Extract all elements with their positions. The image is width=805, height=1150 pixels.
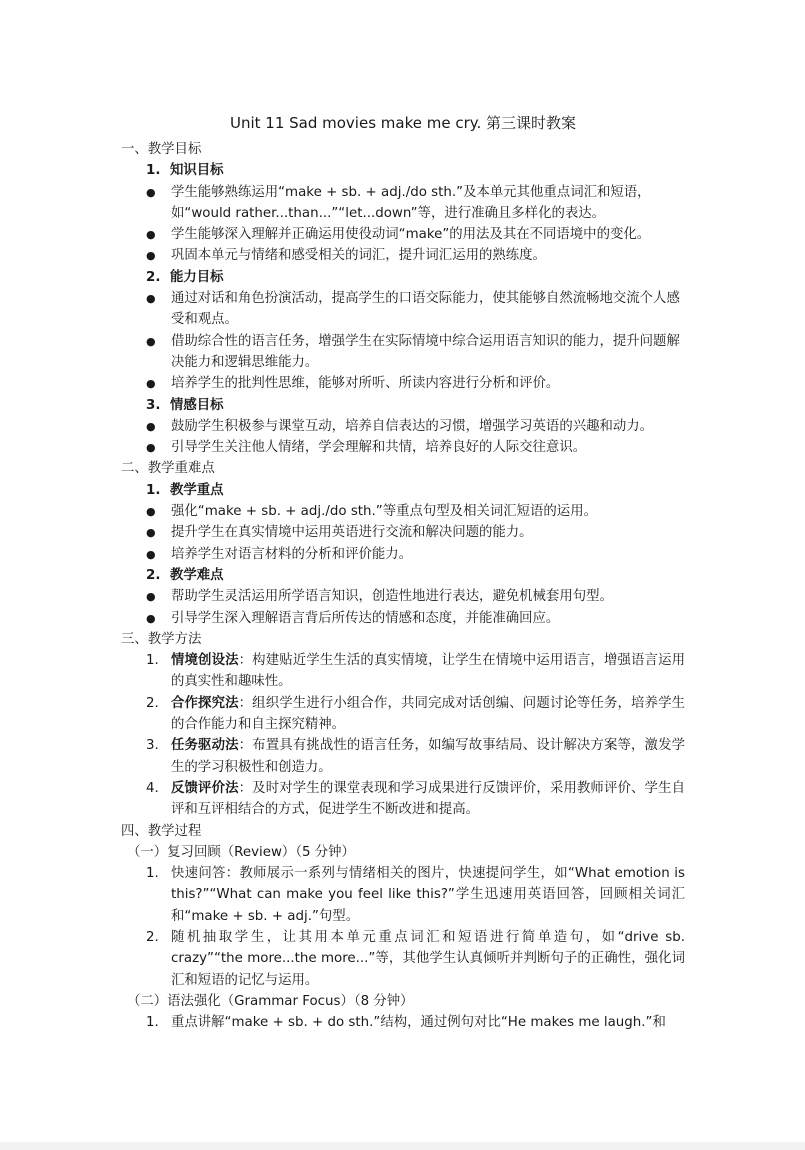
step-item bbox=[121, 863, 685, 927]
subheading-number: 3. bbox=[146, 397, 161, 413]
list-item: ● 强化“make + sb. + adj./do sth.”等重点句型及相关词汇短语的运用。 bbox=[121, 501, 685, 522]
method-description: ：布置具有挑战性的语言任务，如编写故事结局、设计解决方案等，激发学生的学习积极性和创造力。 bbox=[171, 738, 686, 775]
bullet-icon: ● bbox=[146, 249, 156, 263]
subheading-number: 1. bbox=[146, 482, 161, 498]
section-heading: 三、教学方法 bbox=[121, 631, 202, 647]
bullet-icon: ● bbox=[146, 505, 156, 519]
bullet-icon: ● bbox=[146, 334, 156, 348]
item-number: 2. bbox=[146, 929, 159, 945]
list-item: ● 培养学生的批判性思维，能够对所听、所读内容进行分析和评价。 bbox=[121, 373, 685, 394]
subheading-ability bbox=[121, 267, 685, 288]
bullet-icon: ● bbox=[146, 441, 156, 455]
subheading-difficulty bbox=[121, 565, 685, 586]
list-item: ● 引导学生深入理解语言背后所传达的情感和态度，并能准确回应。 bbox=[121, 608, 685, 629]
section-heading: 一、教学目标 bbox=[121, 142, 202, 157]
method-description: ：组织学生进行小组合作，共同完成对话创编、问题讨论等任务，培养学生的合作能力和自主探究精神。 bbox=[171, 695, 686, 733]
item-number: 1. bbox=[146, 866, 159, 882]
subheading-number: 1. bbox=[146, 163, 161, 179]
section-teaching-process bbox=[121, 821, 685, 1034]
list-item: ● 通过对话和角色扮演活动，提高学生的口语交际能力，使其能够自然流畅地交流个人感受和观点。 bbox=[121, 288, 685, 331]
subheading-label: 教学难点 bbox=[170, 567, 224, 583]
method-name: 反馈评价法 bbox=[171, 780, 239, 796]
subheading-focus bbox=[121, 480, 685, 501]
item-number: 1. bbox=[146, 653, 159, 669]
page-bottom-gap bbox=[0, 1142, 805, 1150]
method-description: ：构建贴近学生生活的真实情境，让学生在情境中运用语言，增强语言运用的真实性和趣味性。 bbox=[171, 653, 686, 690]
bullet-icon: ● bbox=[146, 185, 156, 199]
list-item: ● 学生能够深入理解并正确运用使役动词“make”的用法及其在不同语境中的变化。 bbox=[121, 224, 685, 245]
method-name: 情境创设法 bbox=[171, 653, 239, 669]
step-item bbox=[121, 927, 685, 991]
bullet-icon: ● bbox=[146, 419, 156, 433]
method-name: 任务驱动法 bbox=[171, 738, 239, 754]
subheading-label: 能力目标 bbox=[170, 269, 224, 285]
subheading-number: 2. bbox=[146, 269, 161, 285]
subheading-knowledge bbox=[121, 160, 685, 181]
step-text: 随机抽取学生，让其用本单元重点词汇和短语进行简单造句，如“drive sb. crazy”“the more...the more...”等，其他学生认真倾听并判断句子的正确性，强化词汇和短语的记忆与运用。 bbox=[171, 929, 685, 988]
bullet-icon: ● bbox=[146, 547, 156, 561]
bullet-icon: ● bbox=[146, 228, 156, 242]
method-item bbox=[121, 735, 685, 778]
step-item bbox=[121, 1012, 685, 1033]
section-teaching-methods bbox=[121, 629, 685, 821]
subheading-label: 知识目标 bbox=[170, 163, 224, 179]
subheading-number: 2. bbox=[146, 567, 161, 583]
method-item bbox=[121, 650, 685, 693]
bullet-icon: ● bbox=[146, 526, 156, 540]
item-number: 2. bbox=[146, 695, 159, 711]
list-item: ● 培养学生对语言材料的分析和评价能力。 bbox=[121, 544, 685, 565]
item-number: 1. bbox=[146, 1015, 159, 1031]
item-number: 4. bbox=[146, 780, 159, 796]
method-item bbox=[121, 778, 685, 821]
item-number: 3. bbox=[146, 738, 159, 754]
subheading-emotion bbox=[121, 395, 685, 416]
subsection-heading-review: （一）复习回顾（Review）（5 分钟） bbox=[127, 844, 355, 860]
method-item bbox=[121, 693, 685, 736]
list-item: ● 引导学生关注他人情绪，学会理解和共情，培养良好的人际交往意识。 bbox=[121, 437, 685, 458]
bullet-icon: ● bbox=[146, 377, 156, 391]
document-title: Unit 11 Sad movies make me cry. 第三课时教案 bbox=[229, 114, 577, 132]
subsection-heading-grammar: （二）语法强化（Grammar Focus）（8 分钟） bbox=[127, 993, 414, 1009]
list-item: ● 借助综合性的语言任务，增强学生在实际情境中综合运用语言知识的能力，提升问题解决能力和逻辑思维能力。 bbox=[121, 331, 685, 374]
bullet-icon: ● bbox=[146, 292, 156, 306]
method-name: 合作探究法 bbox=[171, 695, 239, 711]
subheading-label: 情感目标 bbox=[170, 397, 224, 413]
list-item: ● 巩固本单元与情绪和感受相关的词汇，提升词汇运用的熟练度。 bbox=[121, 245, 685, 266]
bullet-icon: ● bbox=[146, 590, 156, 604]
step-text: 快速问答：教师展示一系列与情绪相关的图片，快速提问学生，如“What emotion is this?”“What can make you feel like this?”学生迅速用英语回答，回顾相关词汇和“make + sb. + adj.”句型。 bbox=[171, 866, 685, 924]
step-text: 重点讲解“make + sb. + do sth.”结构，通过例句对比“He makes me laugh.”和 bbox=[171, 1015, 666, 1031]
list-item: ● 学生能够熟练运用“make + sb. + adj./do sth.”及本单元其他重点词汇和短语，如“would rather...than...”“let...down”等，进行准确且多样化的表达。 bbox=[121, 182, 685, 225]
section-key-difficult-points bbox=[121, 458, 685, 628]
list-item: ● 帮助学生灵活运用所学语言知识，创造性地进行表达，避免机械套用句型。 bbox=[121, 586, 685, 607]
bullet-icon: ● bbox=[146, 611, 156, 625]
method-description: ：及时对学生的课堂表现和学习成果进行反馈评价，采用教师评价、学生自评和互评相结合的方式，促进学生不断改进和提高。 bbox=[171, 780, 686, 818]
subheading-label: 教学重点 bbox=[170, 482, 224, 498]
section-teaching-objectives bbox=[121, 139, 685, 458]
list-item: ● 鼓励学生积极参与课堂互动，培养自信表达的习惯，增强学习英语的兴趣和动力。 bbox=[121, 416, 685, 437]
section-heading: 四、教学过程 bbox=[121, 823, 202, 839]
list-item: ● 提升学生在真实情境中运用英语进行交流和解决问题的能力。 bbox=[121, 522, 685, 543]
section-heading: 二、教学重难点 bbox=[121, 461, 215, 477]
